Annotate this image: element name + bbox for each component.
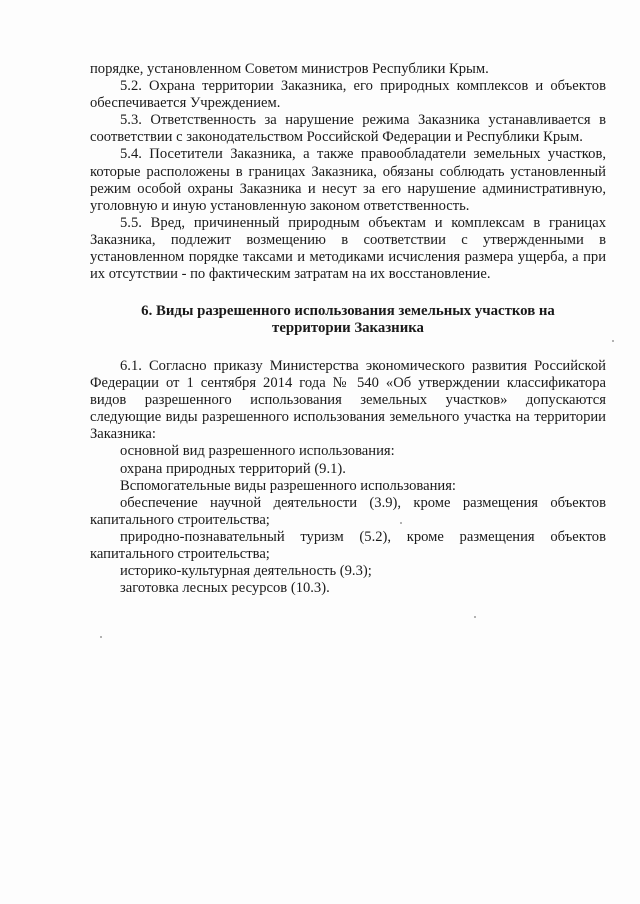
- aux-use-item: историко-культурная деятельность (9.3);: [120, 563, 372, 580]
- paragraph-5-5: 5.5. Вред, причиненный природным объектам и комплексам в границах Заказника, подлежит возмещению в соответствии с утвержденными в установленном порядке таксами и методиками исчисления размера ущерба, а при их отсутствии - по фактическим затратам на их восстановление.: [90, 214, 606, 283]
- paragraph-6-1: 6.1. Согласно приказу Министерства экономического развития Российской Федерации от 1 сентября 2014 года № 540 «Об утверждении классификатора видов разрешенного использования земельных участков» допускаются следующие виды разрешенного использования земельного участка на территории Заказника:: [90, 358, 606, 443]
- aux-use-item: заготовка лесных ресурсов (10.3).: [120, 580, 330, 597]
- scan-speck: [612, 340, 614, 342]
- scan-speck: [400, 522, 402, 524]
- section-5-body: [90, 61, 606, 283]
- section-6-body: [90, 358, 606, 597]
- paragraph-5-3: 5.3. Ответственность за нарушение режима Заказника устанавливается в соответствии с законодательством Российской Федерации и Республики Крым.: [90, 112, 606, 146]
- aux-use-item: природно-познавательный туризм (5.2), кроме размещения объектов капитального строительства;: [90, 528, 606, 563]
- aux-use-label: Вспомогательные виды разрешенного использования:: [120, 477, 456, 494]
- section-6-heading-line-2: территории Заказника: [272, 320, 424, 337]
- paragraph-5-2: 5.2. Охрана территории Заказника, его природных комплексов и объектов обеспечивается Учреждением.: [90, 78, 606, 112]
- paragraph-5-1-continuation: порядке, установленном Советом министров Республики Крым.: [90, 61, 489, 77]
- main-use-value: охрана природных территорий (9.1).: [120, 460, 346, 477]
- main-use-label: основной вид разрешенного использования:: [120, 443, 395, 460]
- scan-speck: [474, 616, 476, 618]
- section-6-heading-line-1: 6. Виды разрешенного использования земельных участков на: [141, 303, 555, 319]
- paragraph-5-4: 5.4. Посетители Заказника, а также правообладатели земельных участков, которые расположены в границах Заказника, обязаны соблюдать установленный режим особой охраны Заказника и несут за его нарушение административную, уголовную и иную установленную законом ответственность.: [90, 146, 606, 214]
- section-6-heading: [90, 303, 606, 338]
- scan-speck: [100, 636, 102, 638]
- aux-use-item: обеспечение научной деятельности (3.9), кроме размещения объектов капитального строительства;: [90, 494, 606, 528]
